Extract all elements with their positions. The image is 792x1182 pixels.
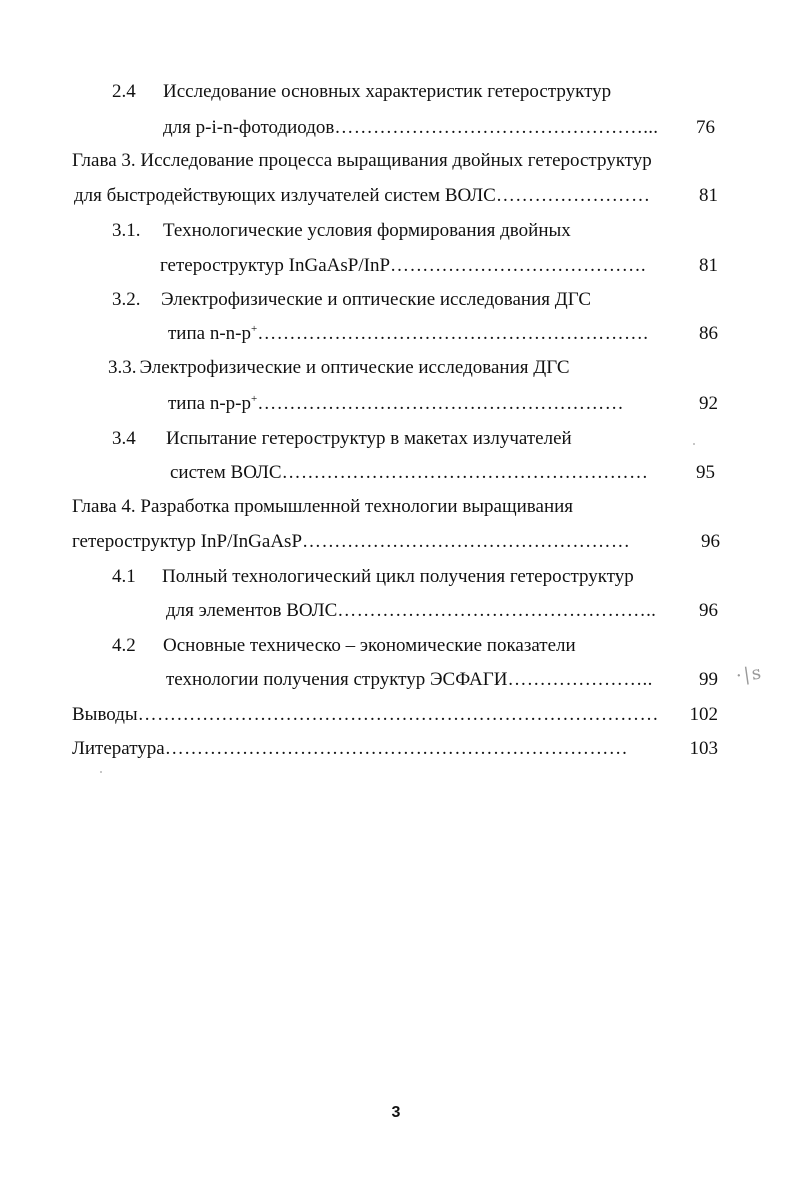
toc-entry-3-3 xyxy=(108,356,570,380)
toc-title-3-4: Испытание гетероструктур в макетах излучателей xyxy=(166,428,572,449)
toc-cont-3-3: типа n-p-p xyxy=(168,393,251,414)
toc-title-2-4: Исследование основных характеристик гетероструктур xyxy=(163,81,612,102)
toc-chapter-3-title: Глава 3. Исследование процесса выращивания двойных гетероструктур xyxy=(72,150,652,171)
toc-cont-3-4: систем ВОЛС xyxy=(170,462,282,483)
scan-speck xyxy=(100,771,102,773)
leader-dots: …………………………………………... xyxy=(334,117,659,138)
leader-dots: …………………………………………… xyxy=(302,531,631,552)
toc-cont-4-1: для элементов ВОЛС xyxy=(166,600,338,621)
toc-number-4-1: 4.1 xyxy=(112,566,136,587)
page-ref-3-3: 92 xyxy=(699,393,718,414)
toc-number-3-1: 3.1. xyxy=(112,220,141,241)
toc-title-3-2: Электрофизические и оптические исследования ДГС xyxy=(161,289,592,310)
toc-number-4-2: 4.2 xyxy=(112,635,136,656)
toc-conclusions-label: Выводы xyxy=(72,704,138,725)
page-ref-3-1: 81 xyxy=(699,255,718,276)
toc-entry-4-2-cont xyxy=(166,668,653,692)
toc-number-3-3: 3.3. xyxy=(108,357,137,378)
toc-literature-label: Литература xyxy=(72,738,165,759)
toc-chapter-4-title: Глава 4. Разработка промышленной технологии выращивания xyxy=(72,496,574,517)
handwritten-margin-mark: ·|ꜱ xyxy=(734,662,765,687)
toc-chapter-3-cont xyxy=(74,184,650,208)
toc-cont-3-2: типа n-n-p xyxy=(168,323,251,344)
toc-entry-3-3-cont xyxy=(168,392,624,416)
leader-dots: ………………….. xyxy=(507,669,653,690)
page-ref-literature: 103 xyxy=(689,738,718,759)
toc-entry-3-1-cont xyxy=(160,254,646,278)
toc-chapter-4-line2: гетероструктур InP/InGaAsP xyxy=(72,531,303,552)
leader-dots: …………………………………. xyxy=(390,255,646,276)
page-ref-conclusions: 102 xyxy=(689,704,718,725)
leader-dots: ………………………………………….. xyxy=(337,600,657,621)
page-number: 3 xyxy=(391,1104,401,1121)
toc-entry-3-2-cont xyxy=(168,322,648,346)
toc-entry-4-1-cont xyxy=(166,599,656,623)
page-ref-3-4: 95 xyxy=(696,462,715,483)
page-ref-2-4: 76 xyxy=(696,117,715,138)
leader-dots: ……………………………………………………. xyxy=(257,323,649,344)
toc-number-3-4: 3.4 xyxy=(112,428,136,449)
page-ref-4-1: 96 xyxy=(699,600,718,621)
toc-number-3-2: 3.2. xyxy=(112,289,141,310)
toc-cont-4-2: технологии получения структур ЭСФАГИ xyxy=(166,669,508,690)
toc-title-4-2: Основные техническо – экономические показатели xyxy=(163,635,576,656)
toc-title-4-1: Полный технологический цикл получения гетероструктур xyxy=(162,566,634,587)
toc-entry-2-4-cont xyxy=(163,116,658,140)
page-ref-chapter-4: 96 xyxy=(701,531,720,552)
toc-number-2-4: 2.4 xyxy=(112,81,136,102)
toc-literature xyxy=(72,737,628,761)
leader-dots: …………………… xyxy=(495,185,651,206)
leader-dots: ………………………………………………… xyxy=(257,393,624,414)
toc-chapter-3-line2: для быстродействующих излучателей систем ВОЛС xyxy=(74,185,496,206)
toc-title-3-3: Электрофизические и оптические исследования ДГС xyxy=(139,357,570,378)
leader-dots: ……………………………………………………………………… xyxy=(137,704,659,725)
toc-cont-2-4: для p-i-n-фотодиодов xyxy=(163,117,335,138)
page-ref-3-2: 86 xyxy=(699,323,718,344)
toc-entry-3-4-cont xyxy=(170,461,648,485)
leader-dots: ………………………………………………… xyxy=(281,462,649,483)
superscript-plus: + xyxy=(250,393,258,405)
toc-title-3-1: Технологические условия формирования двойных xyxy=(163,220,571,241)
scan-speck xyxy=(693,443,695,445)
superscript-plus: + xyxy=(250,323,258,335)
page-ref-4-2: 99 xyxy=(699,669,718,690)
toc-chapter-4-cont xyxy=(72,530,630,554)
toc-cont-3-1: гетероструктур InGaAsP/InP xyxy=(160,255,391,276)
toc-conclusions xyxy=(72,703,659,727)
page-ref-chapter-3: 81 xyxy=(699,185,718,206)
leader-dots: ……………………………………………………………… xyxy=(164,738,628,759)
